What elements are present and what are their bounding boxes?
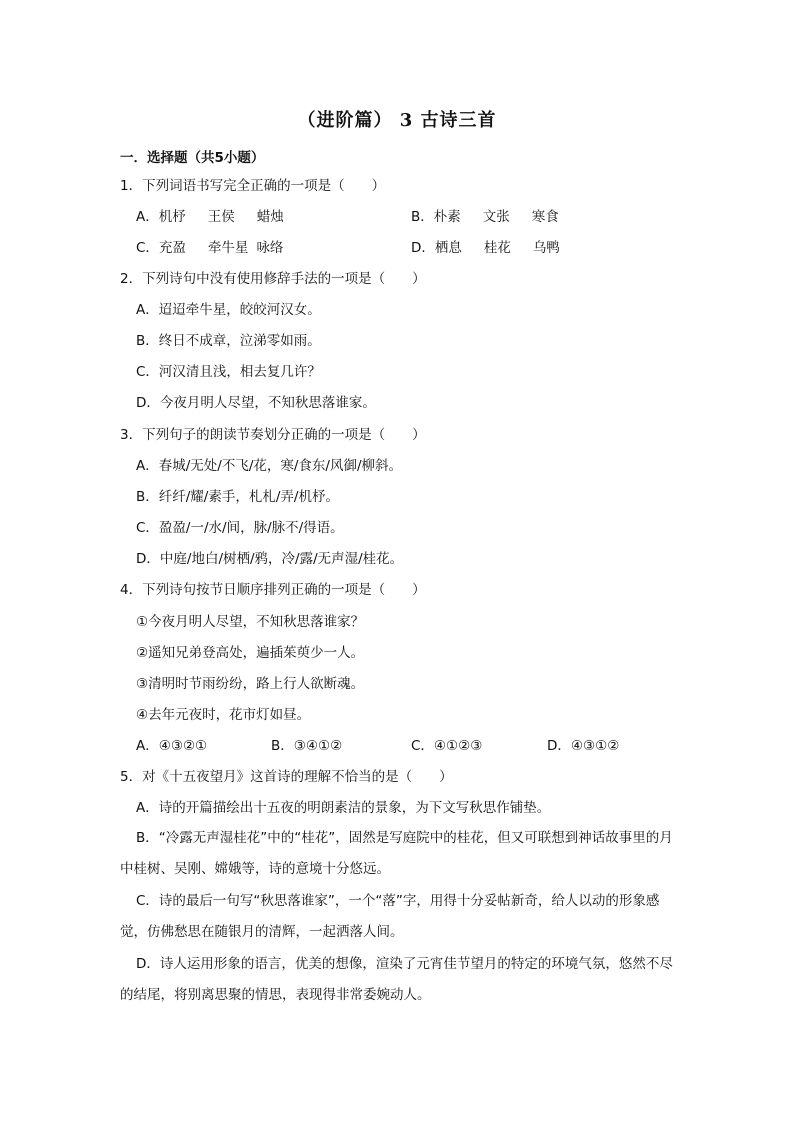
question-3-option-c: C．盈盈/一/水/间，脉/脉不/得语。 xyxy=(136,520,344,536)
question-1-stem: 1．下列词语书写完全正确的一项是（ ） xyxy=(120,178,386,194)
question-1-option-d xyxy=(411,238,582,258)
question-3-stem: 3．下列句子的朗读节奏划分正确的一项是（ ） xyxy=(120,427,426,443)
question-3-option-b: B．纤纤/耀/素手，札札/弄/机杼。 xyxy=(136,489,339,505)
option-word: 栖息 xyxy=(434,240,462,256)
question-1-option-a xyxy=(136,207,306,227)
question-2-option-d: D．今夜月明人尽望，不知秋思落谁家。 xyxy=(136,395,376,411)
question-4-item: ②遥知兄弟登高处，遍插茱萸少一人。 xyxy=(136,645,365,661)
option-word: 朴素 xyxy=(433,209,461,225)
question-4-item: ③清明时节雨纷纷，路上行人欲断魂。 xyxy=(136,676,365,692)
question-3-option-a: A．春城/无处/不飞/花，寒/食东/风御/柳斜。 xyxy=(136,458,403,474)
option-word: 蜡烛 xyxy=(256,209,284,225)
question-5-option-d: D．诗人运用形象的语言，优美的想像，渲染了元宵佳节望月的特定的环境气氛，悠然不尽的结尾，将别离思聚的情思，表现得非常委婉动人。 xyxy=(120,956,673,1003)
question-4-item: ④去年元夜时，花市灯如昼。 xyxy=(136,707,311,723)
question-2-option-c: C．河汉清且浅，相去复几许？ xyxy=(136,364,321,380)
question-4-option-b: B．③④①② xyxy=(271,738,343,754)
option-word: 文张 xyxy=(482,209,510,225)
question-4-option-a: A．④③②① xyxy=(136,738,208,754)
question-2-option-b: B．终日不成章，泣涕零如雨。 xyxy=(136,333,321,349)
page-title: （进阶篇） 3 古诗三首 xyxy=(297,110,497,131)
question-5-option-b: B．“冷露无声湿桂花”中的“桂花”，固然是写庭院中的桂花，但又可联想到神话故事里的月中桂树、吴刚、嫦娥等，诗的意境十分悠远。 xyxy=(120,830,673,877)
question-5-option-c: C．诗的最后一句写“秋思落谁家”，一个“落”字，用得十分妥帖新奇，给人以动的形象感觉，仿佛愁思在随银月的清辉，一起洒落人间。 xyxy=(120,893,660,940)
question-1-option-c xyxy=(136,238,305,258)
question-4-stem: 4．下列诗句按节日顺序排列正确的一项是（ ） xyxy=(120,582,426,598)
section-heading: 一．选择题（共5小题） xyxy=(120,150,265,166)
question-5-option-a: A．诗的开篇描绘出十五夜的明朗素洁的景象，为下文写秋思作铺垫。 xyxy=(136,800,551,816)
option-word: 咏络 xyxy=(256,240,284,256)
question-4-option-d: D．④③①② xyxy=(547,738,620,754)
option-word: 王侯 xyxy=(207,209,235,225)
option-word: 寒食 xyxy=(531,209,559,225)
question-4-item: ①今夜月明人尽望，不知秋思落谁家？ xyxy=(136,614,365,630)
question-1-option-b xyxy=(411,207,581,227)
option-label: C． xyxy=(136,240,159,256)
option-word: 机杼 xyxy=(158,209,186,225)
option-word: 充盈 xyxy=(158,240,186,256)
question-2-option-a: A．迢迢牵牛星，皎皎河汉女。 xyxy=(136,302,321,318)
option-label: B． xyxy=(411,209,434,225)
question-2-stem: 2．下列诗句中没有使用修辞手法的一项是（ ） xyxy=(120,271,426,287)
option-label: A． xyxy=(136,209,159,225)
question-5-stem: 5．对《十五夜望月》这首诗的理解不恰当的是（ ） xyxy=(120,769,453,785)
question-4-option-c: C．④①②③ xyxy=(411,738,483,754)
option-word: 桂花 xyxy=(483,240,511,256)
option-word: 牵牛星 xyxy=(207,240,249,256)
question-3-option-d: D．中庭/地白/树栖/鸦，冷/露/无声湿/桂花。 xyxy=(136,551,404,567)
option-word: 乌鸭 xyxy=(532,240,560,256)
option-label: D． xyxy=(411,240,435,256)
